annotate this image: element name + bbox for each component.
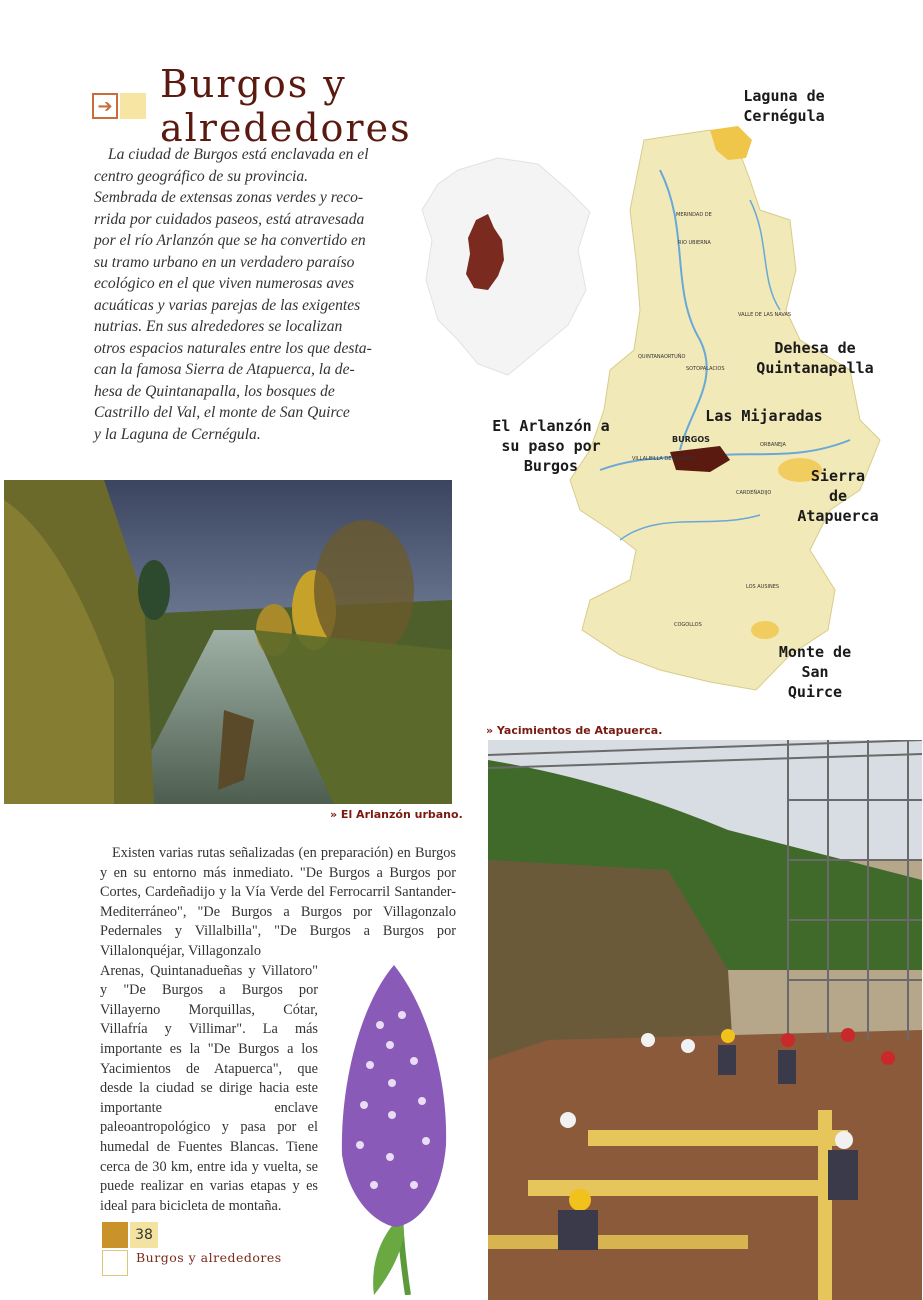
map-small-label: LOS AUSINES [746, 584, 780, 590]
map-small-label: BURGOS [672, 435, 710, 444]
orchid-photo [330, 965, 458, 1295]
intro-line: nutrias. En sus alrededores se localizan [94, 318, 343, 335]
map-small-label: COGOLLOS [674, 622, 702, 628]
river-caption: » El Arlanzón urbano. [330, 808, 463, 821]
intro-line: La ciudad de Burgos está enclavada en el [108, 146, 369, 163]
river-photo [4, 480, 452, 804]
page-number: 38 [130, 1222, 158, 1248]
intro-line: por el río Arlanzón que se ha convertido en [94, 232, 366, 249]
intro-line: Sembrada de extensas zonas verdes y reco- [94, 189, 364, 206]
page-number-accent [102, 1222, 128, 1248]
title-row [92, 62, 612, 150]
monte-highlight [751, 621, 779, 639]
body-text-full: Existen varias rutas señalizadas (en preparación) en Burgos y en su entorno más inmediato. "De Burgos a Burgos por Cortes, Cardeñadijo y la Vía Verde del Ferrocarril Santander-Mediterráneo", "De Burgos a Burgos por Villagonzalo Pedernales y Villalbilla", "De Burgos a Burgos por Villalonquéjar, Villagonzalo [100, 845, 456, 959]
intro-line: centro geográfico de su provincia. [94, 167, 309, 185]
map-label-mijaradas: Las Mijaradas [705, 407, 823, 425]
intro-line: can la famosa Sierra de Atapuerca, la de- [94, 361, 355, 378]
intro-line: Castrillo del Val, el monte de San Quirce [94, 404, 350, 421]
footer-section-title: Burgos y alrededores [136, 1250, 282, 1265]
map-label-arlanzon: El Arlanzón a su paso por Burgos [492, 417, 610, 475]
intro-paragraph [94, 144, 390, 445]
arrow-right-icon: ➔ [92, 93, 118, 119]
dig-caption: » Yacimientos de Atapuerca. [486, 724, 663, 737]
intro-line: ecológico en el que viven numerosas aves [94, 275, 355, 292]
map-small-label: CARDEÑADIJO [736, 490, 772, 496]
map-label-monte: Monte de San Quirce [778, 643, 852, 701]
title-accent-box [120, 93, 146, 119]
map-small-label: MERINDAD DE [676, 212, 712, 218]
map-small-label: ORBANEJA [760, 442, 786, 448]
map-small-label: VALLE DE LAS NAVAS [738, 312, 792, 318]
map-small-label: VILLALBILLA DE BURGOS [632, 456, 695, 462]
intro-line: acuáticas y varias parejas de las exigentes [94, 296, 361, 314]
intro-line: hesa de Quintanapalla, los bosques de [94, 382, 335, 400]
region-map-drawing [560, 110, 890, 700]
map-label-laguna: Laguna de Cernégula [743, 87, 825, 125]
atapuerca-photo [488, 740, 922, 1300]
body-text-narrow: Arenas, Quintanadueñas y Villatoro" y "De Burgos a Burgos por Villayerno Morquillas, Cótar, Villafría y Villimar". La más importante es la "De Burgos a los Yacimientos de Atapuerca", que desde la ciudad se dirige hacia este importante enclave paleoantropológico y pasa por el humedal de Fuentes Blancas. Tiene cerca de 30 km, entre ida y vuelta, se puede realizar en varias etapas y es ideal para bicicleta de montaña. [100, 962, 318, 1214]
page-title: Burgos y alrededores [159, 62, 412, 150]
footer-accent-box [102, 1250, 128, 1276]
map-small-label: SOTOPALACIOS [686, 366, 725, 372]
map-label-dehesa: Dehesa de Quintanapalla [756, 339, 874, 377]
intro-line: y la Laguna de Cernégula. [94, 425, 261, 443]
map-small-label: RIO UBIERNA [678, 240, 711, 246]
map-label-sierra: Sierra de Atapuerca [797, 467, 879, 525]
intro-line: otros espacios naturales entre los que desta- [94, 339, 372, 357]
intro-line: su tramo urbano en un verdadero paraíso [94, 253, 355, 271]
intro-line: rrida por cuidados paseos, está atravesada [94, 210, 365, 228]
region-map [560, 110, 890, 700]
map-small-label: QUINTANAORTUÑO [638, 354, 686, 360]
